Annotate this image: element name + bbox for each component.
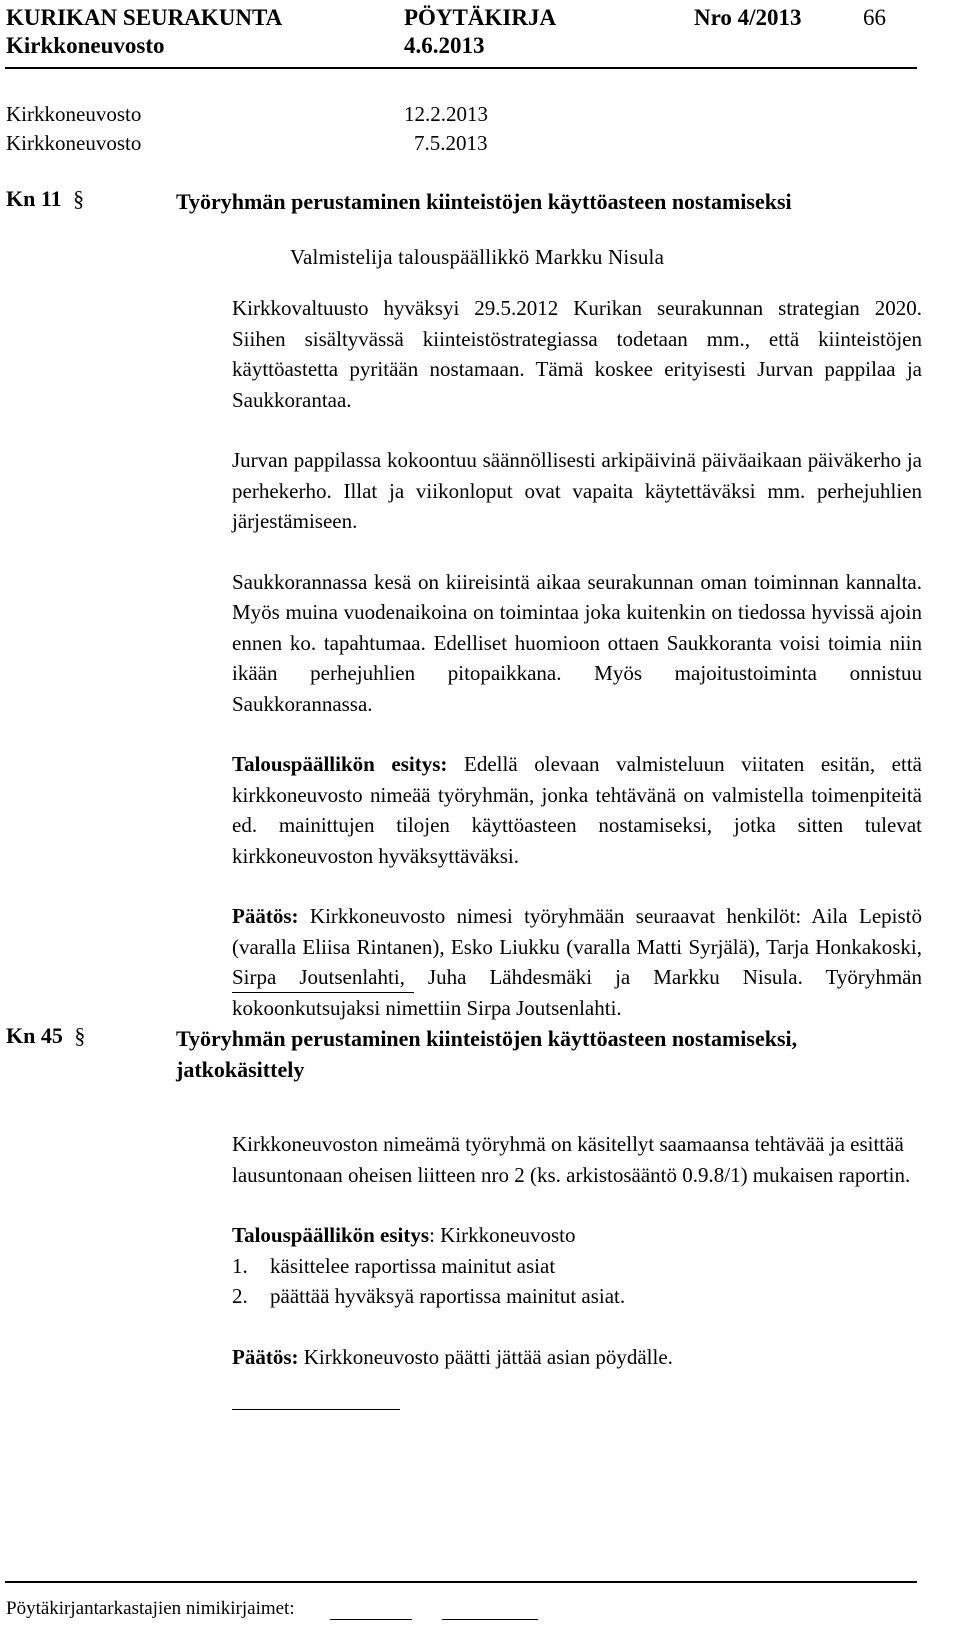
- prior-meeting-body: Kirkkoneuvosto: [6, 131, 142, 155]
- section-symbol: §: [74, 1023, 86, 1048]
- decision-label: Päätös:: [232, 1344, 299, 1369]
- prior-meeting-date: 12.2.2013: [404, 102, 488, 126]
- proposal: [232, 749, 922, 871]
- section-end-rule: [232, 1409, 400, 1410]
- section1-body: [232, 293, 922, 1023]
- initials-line: [442, 1619, 538, 1620]
- paragraph: Kirkkoneuvoston nimeämä työryhmä on käsitellyt saamaansa tehtävää ja esittää lausuntonaan oheisen liitteen nro 2 (ks. arkistosääntö 0.9.8/1) mukaisen raportin.: [232, 1132, 911, 1187]
- proposal-text: : Kirkkoneuvosto: [429, 1223, 576, 1247]
- section-title: Työryhmän perustaminen kiinteistöjen käyttöasteen nostamiseksi, jatkokäsittely: [176, 1026, 798, 1082]
- prior-meeting-date: 7.5.2013: [414, 131, 488, 155]
- footer-rule: [5, 1581, 917, 1583]
- doc-type: PÖYTÄKIRJA: [404, 5, 557, 30]
- paragraph: Saukkorannassa kesä on kiireisintä aikaa seurakunnan oman toiminnan kannalta. Myös muina vuodenaikoina on toimintaa joka kuitenkin on tiedossa hyvissä ajoin ennen ko. tapahtumaa. Edelliset huomioon ottaen Saukkoranta voisi toimia niin ikään perhejuhlien pitopaikkana. Myös majoitustoiminta onnistuu Saukkorannassa.: [232, 569, 922, 716]
- list-item: 2. päättää hyväksyä raportissa mainitut asiat.: [232, 1284, 626, 1308]
- section-symbol: §: [73, 186, 85, 211]
- decision-text: Kirkkoneuvosto nimesi työryhmään seuraavat henkilöt: Aila Lepistö (varalla Eliisa Rintanen), Esko Liukku (varalla Matti Syrjälä), Tarja Honkakoski, Sirpa Joutsenlahti, Juha Lähdesmäki ja Markku Nisula. Työryhmän kokoonkutsujaksi nimettiin Sirpa Joutsenlahti.: [232, 904, 922, 1020]
- section-end-rule: [232, 992, 414, 993]
- proposal-text: Edellä olevaan valmisteluun viitaten esitän, että kirkkoneuvosto nimeää työryhmän, jonka tehtävänä on valmistella toimenpiteitä ed. mainittujen tilojen käyttöasteen nostamiseksi, jotka sitten tulevat kirkkoneuvoston hyväksyttäväksi.: [232, 752, 922, 868]
- section-number: Kn 45 §: [6, 1023, 86, 1048]
- decision-text: Kirkkoneuvosto päätti jättää asian pöydälle.: [303, 1344, 673, 1369]
- proposal: [232, 1220, 922, 1251]
- initials-line: [330, 1619, 412, 1620]
- proposal-label: Talouspäällikön esitys: [232, 1223, 430, 1247]
- preparer: Valmistelija talouspäällikkö Markku Nisula: [290, 245, 665, 269]
- doc-number: Nro 4/2013: [694, 5, 802, 30]
- page-number: 66: [863, 5, 886, 30]
- footer-label: Pöytäkirjantarkastajien nimikirjaimet:: [6, 1598, 295, 1619]
- list-item: 1. käsittelee raportissa mainitut asiat: [232, 1253, 556, 1278]
- paragraph: Kirkkovaltuusto hyväksyi 29.5.2012 Kurikan seurakunnan strategian 2020. Siihen sisältyvässä kiinteistöstrategiassa todetaan mm., että kiinteistöjen käyttöastetta pyritään nostamaan. Tämä koskee erityisesti Jurvan pappilaa ja Saukkorantaa.: [232, 296, 922, 412]
- org-name: KURIKAN SEURAKUNTA: [6, 5, 283, 30]
- decision-label: Päätös:: [232, 904, 299, 928]
- proposal-list: [232, 1251, 922, 1312]
- section2-body: [232, 1129, 922, 1372]
- decision: [232, 1342, 922, 1373]
- prior-meeting-body: Kirkkoneuvosto: [6, 102, 142, 126]
- paragraph: Jurvan pappilassa kokoontuu säännöllisesti arkipäivinä päiväaikaan päiväkerho ja perhekerho. Illat ja viikonloput ovat vapaita käytettäväksi mm. perhejuhlien järjestämiseen.: [232, 448, 922, 533]
- section-title: Työryhmän perustaminen kiinteistöjen käyttöasteen nostamiseksi: [176, 189, 792, 214]
- body-name: Kirkkoneuvosto: [6, 33, 165, 58]
- decision: [232, 901, 922, 1023]
- proposal-label: Talouspäällikön esitys:: [232, 752, 448, 776]
- header-rule: [5, 67, 917, 69]
- section-number: Kn 11 §: [6, 186, 85, 211]
- meeting-date: 4.6.2013: [404, 33, 485, 58]
